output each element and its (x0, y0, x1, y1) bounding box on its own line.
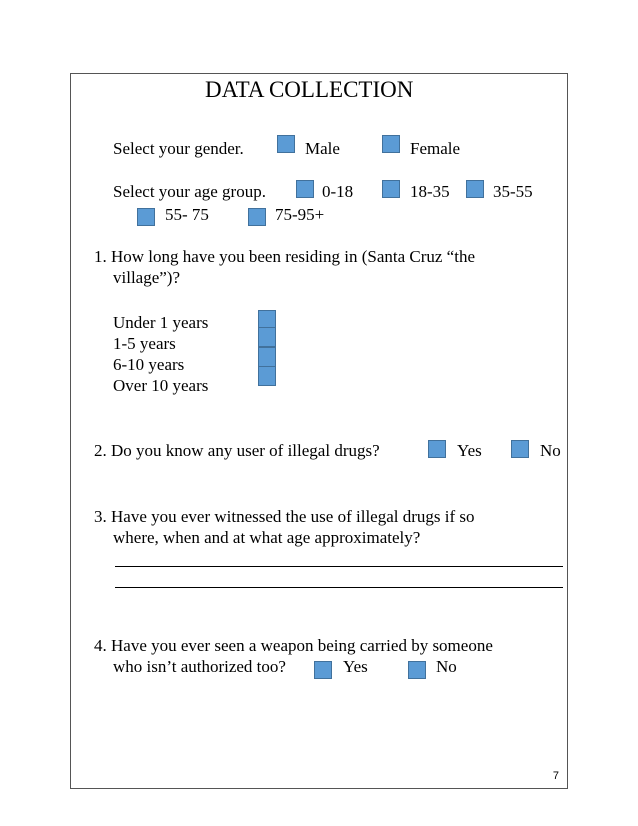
page-number: 7 (552, 770, 559, 782)
q3-answer-line[interactable] (115, 566, 563, 567)
q4-text-line1: 4. Have you ever seen a weapon being carried by someone (94, 636, 493, 655)
q4-no-checkbox[interactable] (408, 661, 426, 679)
page-border (70, 73, 568, 789)
q4-yes-checkbox[interactable] (314, 661, 332, 679)
q4-yes-label: Yes (343, 657, 368, 676)
q1-1-5-checkbox[interactable] (258, 327, 276, 347)
q2-text: 2. Do you know any user of illegal drugs? (94, 441, 380, 460)
age-35-55-checkbox[interactable] (466, 180, 484, 198)
age-75-95-label: 75-95+ (275, 205, 325, 224)
gender-prompt: Select your gender. (113, 139, 244, 158)
age-35-55-label: 35-55 (493, 182, 533, 201)
age-18-35-label: 18-35 (410, 182, 450, 201)
gender-female-checkbox[interactable] (382, 135, 400, 153)
q2-no-label: No (540, 441, 561, 460)
q1-option-6-10: 6-10 years (113, 355, 185, 374)
q1-over-10-checkbox[interactable] (258, 366, 276, 386)
age-prompt: Select your age group. (113, 182, 266, 201)
q1-text-line1: 1. How long have you been residing in (Santa Cruz “the (94, 247, 475, 266)
age-55-75-checkbox[interactable] (137, 208, 155, 226)
q2-yes-checkbox[interactable] (428, 440, 446, 458)
age-18-35-checkbox[interactable] (382, 180, 400, 198)
q3-text-line1: 3. Have you ever witnessed the use of illegal drugs if so (94, 507, 475, 526)
gender-male-label: Male (305, 139, 340, 158)
q2-no-checkbox[interactable] (511, 440, 529, 458)
q4-no-label: No (436, 657, 457, 676)
q4-text-line2: who isn’t authorized too? (113, 657, 286, 676)
q1-option-over-10: Over 10 years (113, 376, 209, 395)
age-0-18-label: 0-18 (322, 182, 354, 201)
gender-female-label: Female (410, 139, 461, 158)
q1-6-10-checkbox[interactable] (258, 347, 276, 367)
age-75-95-checkbox[interactable] (248, 208, 266, 226)
age-0-18-checkbox[interactable] (296, 180, 314, 198)
age-55-75-label: 55- 75 (165, 205, 209, 224)
q3-answer-line[interactable] (115, 587, 563, 588)
q3-text-line2: where, when and at what age approximately? (113, 528, 421, 547)
page-title: DATA COLLECTION (205, 77, 414, 102)
gender-male-checkbox[interactable] (277, 135, 295, 153)
q1-option-under-1: Under 1 years (113, 313, 209, 332)
q1-option-1-5: 1-5 years (113, 334, 176, 353)
q2-yes-label: Yes (457, 441, 482, 460)
q1-text-line2: village”)? (113, 268, 181, 287)
